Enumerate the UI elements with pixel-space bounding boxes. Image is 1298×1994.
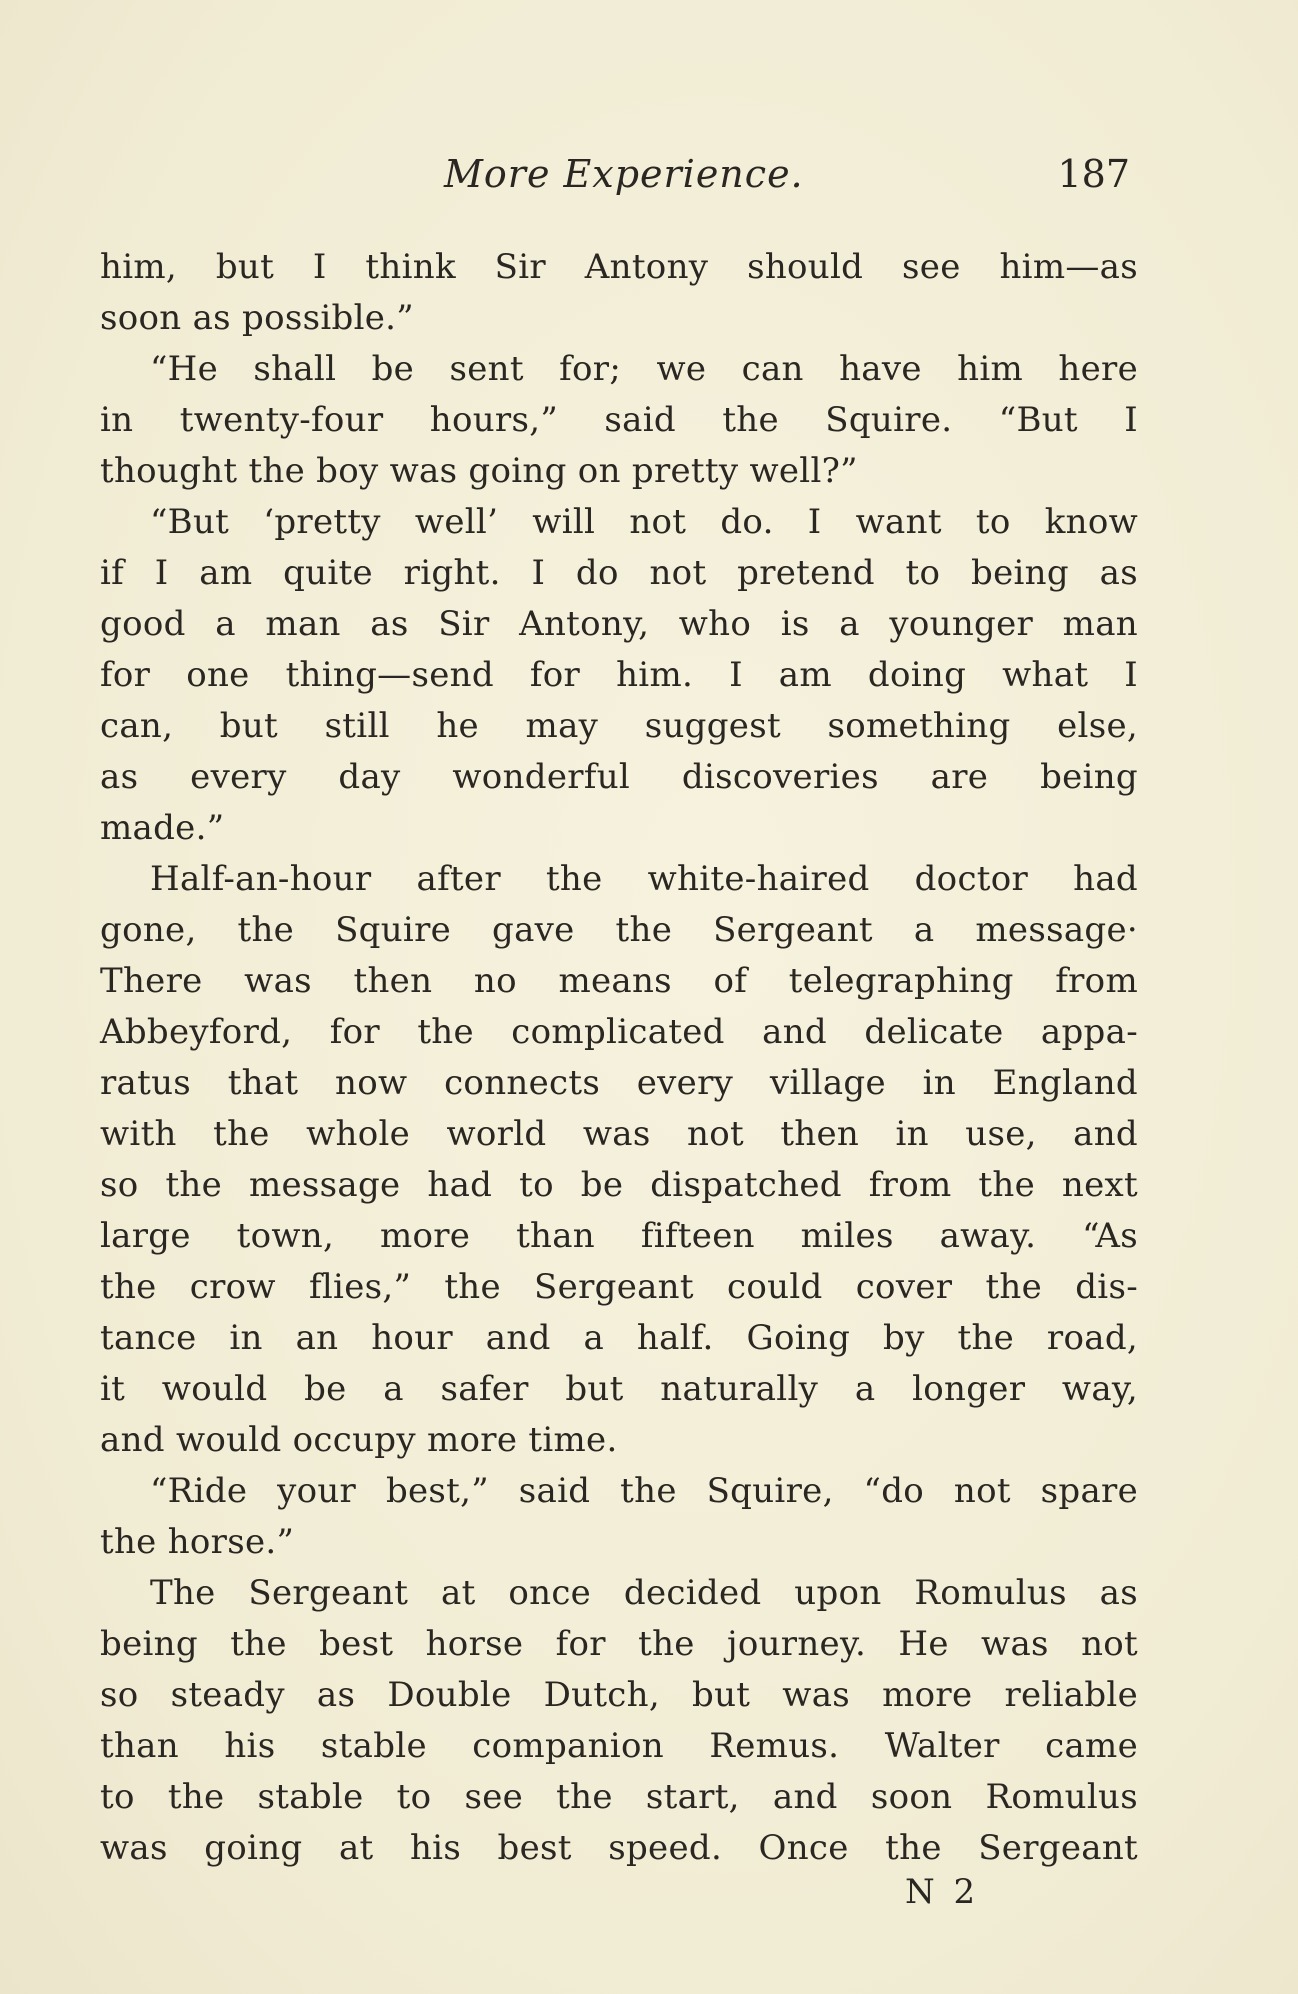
body-text <box>100 242 1138 1874</box>
text-line: Half-an-hour after the white-haired doctor had <box>150 859 1138 899</box>
text-line: the horse.” <box>100 1522 295 1562</box>
text-line: good a man as Sir Antony, who is a younger man <box>100 604 1138 644</box>
text-line: “He shall be sent for; we can have him here <box>150 349 1138 389</box>
text-line: There was then no means of telegraphing from <box>100 961 1138 1001</box>
text-line: thought the boy was going on pretty well?” <box>100 451 858 491</box>
text-line: large town, more than fifteen miles away. “As <box>100 1216 1138 1256</box>
text-line: “But ‘pretty well’ will not do. I want to know <box>150 502 1138 542</box>
text-line: gone, the Squire gave the Sergeant a message· <box>100 910 1138 950</box>
running-title: More Experience. <box>444 152 804 196</box>
page-number: 187 <box>1057 152 1130 196</box>
text-line: being the best horse for the journey. He was not <box>100 1624 1138 1664</box>
text-line: in twenty-four hours,” said the Squire. “But I <box>100 400 1138 440</box>
text-line: so steady as Double Dutch, but was more reliable <box>100 1675 1138 1715</box>
text-line: for one thing—send for him. I am doing what I <box>100 655 1138 695</box>
text-line: the crow flies,” the Sergeant could cover the dis- <box>100 1267 1138 1307</box>
text-line: to the stable to see the start, and soon Romulus <box>100 1777 1138 1817</box>
text-line: if I am quite right. I do not pretend to being as <box>100 553 1138 593</box>
text-line: ratus that now connects every village in England <box>100 1063 1138 1103</box>
text-line: “Ride your best,” said the Squire, “do not spare <box>150 1471 1138 1511</box>
text-line: and would occupy more time. <box>100 1420 618 1460</box>
text-line: soon as possible.” <box>100 298 414 338</box>
page-header <box>100 150 1130 210</box>
text-line: it would be a safer but naturally a longer way, <box>100 1369 1138 1409</box>
text-line: with the whole world was not then in use, and <box>100 1114 1138 1154</box>
text-line: as every day wonderful discoveries are being <box>100 757 1138 797</box>
text-line: Abbeyford, for the complicated and delicate appa- <box>100 1012 1138 1052</box>
text-line: can, but still he may suggest something else, <box>100 706 1138 746</box>
signature-mark: N 2 <box>905 1872 980 1912</box>
text-line: so the message had to be dispatched from the next <box>100 1165 1138 1205</box>
text-line: made.” <box>100 808 225 848</box>
text-line: was going at his best speed. Once the Sergeant <box>100 1828 1138 1868</box>
text-line: than his stable companion Remus. Walter came <box>100 1726 1138 1766</box>
text-line: him, but I think Sir Antony should see him—as <box>100 247 1138 287</box>
text-line: The Sergeant at once decided upon Romulus as <box>150 1573 1138 1613</box>
text-line: tance in an hour and a half. Going by the road, <box>100 1318 1138 1358</box>
